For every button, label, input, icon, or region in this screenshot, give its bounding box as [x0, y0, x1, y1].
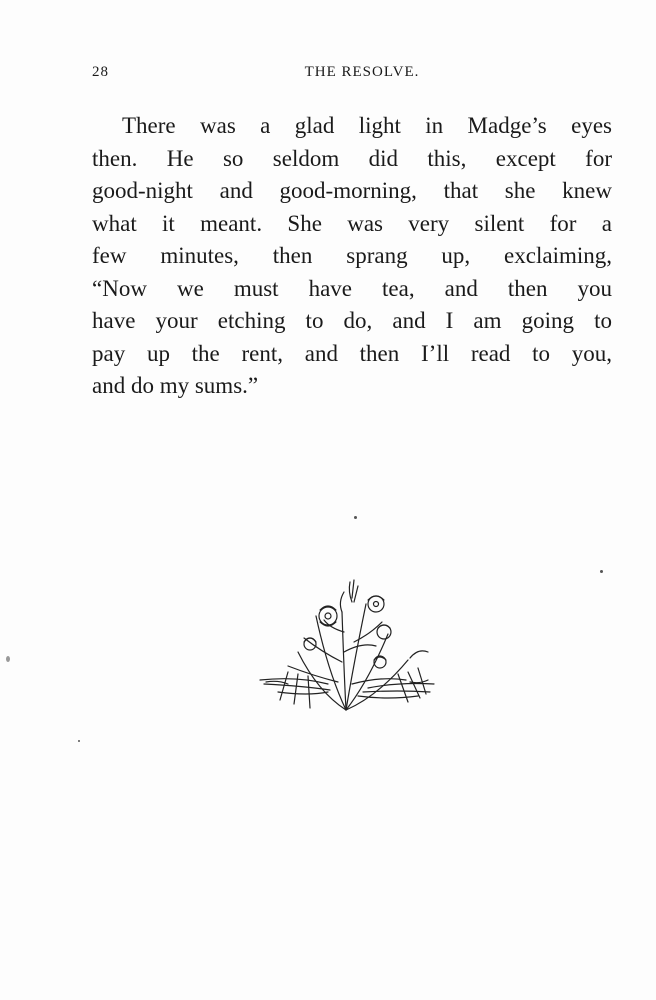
- text-line: and do my sums.”: [92, 373, 259, 398]
- text-line: pay up the rent, and then I’ll read to you,: [92, 340, 612, 366]
- page-number: 28: [92, 64, 109, 80]
- text-line: what it meant. She was very silent for a: [92, 210, 612, 236]
- floral-sprig-icon: [258, 572, 438, 717]
- page-speck: [600, 570, 603, 573]
- page-speck: [354, 516, 357, 519]
- running-head: [92, 64, 612, 86]
- text-line: have your etching to do, and I am going to: [92, 308, 612, 333]
- page-speck: [78, 740, 80, 742]
- text-line: few minutes, then sprang up, exclaiming,: [92, 243, 612, 268]
- running-title: THE RESOLVE.: [304, 64, 420, 80]
- text-line: “Now we must have tea, and then you: [92, 275, 612, 301]
- text-line: There was a glad light in Madge’s eyes: [122, 113, 612, 138]
- text-line: good-night and good-morning, that she knew: [92, 178, 612, 203]
- text-line: then. He so seldom did this, except for: [92, 145, 612, 171]
- body-paragraph: [92, 110, 612, 403]
- page-speck: [6, 656, 10, 662]
